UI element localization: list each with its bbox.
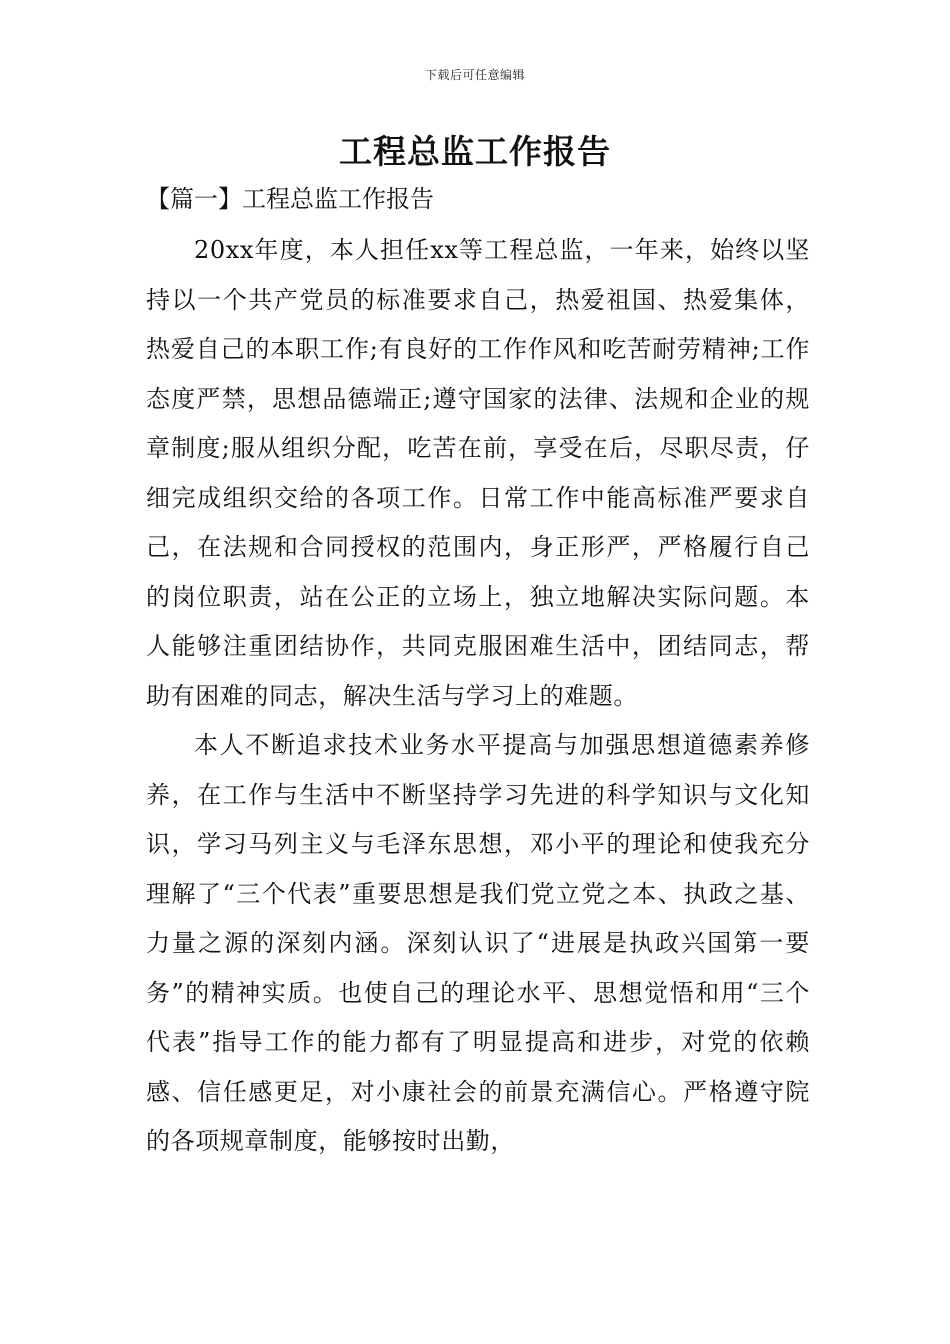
document-title: 工程总监工作报告 [339,132,611,171]
section-heading: 【篇一】工程总监工作报告 [146,185,434,213]
header-note: 下载后可任意编辑 [424,68,525,82]
paragraph: 本人不断追求技术业务水平提高与加强思想道德素养修养，在工作与生活中不断坚持学习先进的科学知识与文化知识，学习马列主义与毛泽东思想，邓小平的理论和使我充分理解了“三个代表”重要思想是我们党立党之本、执政之基、力量之源的深刻内涵。深刻认识了“进展是执政兴国第一要务”的精神实质。也使自己的理论水平、思想觉悟和用“三个代表”指导工作的能力都有了明显提高和进步，对党的依赖感、信任感更足，对小康社会的前景充满信心。严格遵守院的各项规章制度，能够按时出勤， [146,731,810,1155]
document-body [146,226,810,1167]
paragraph: 20xx年度，本人担任xx等工程总监，一年来，始终以坚持以一个共产党员的标准要求自己，热爱祖国、热爱集体，热爱自己的本职工作;有良好的工作作风和吃苦耐劳精神;工作态度严禁，思想品德端正;遵守国家的法律、法规和企业的规章制度;服从组织分配，吃苦在前，享受在后，尽职尽责，仔细完成组织交给的各项工作。日常工作中能高标准严要求自己，在法规和合同授权的范围内，身正形严，严格履行自己的岗位职责，站在公正的立场上，独立地解决实际问题。本人能够注重团结协作，共同克服困难生活中，团结同志，帮助有困难的同志，解决生活与学习上的难题。 [146,236,810,710]
